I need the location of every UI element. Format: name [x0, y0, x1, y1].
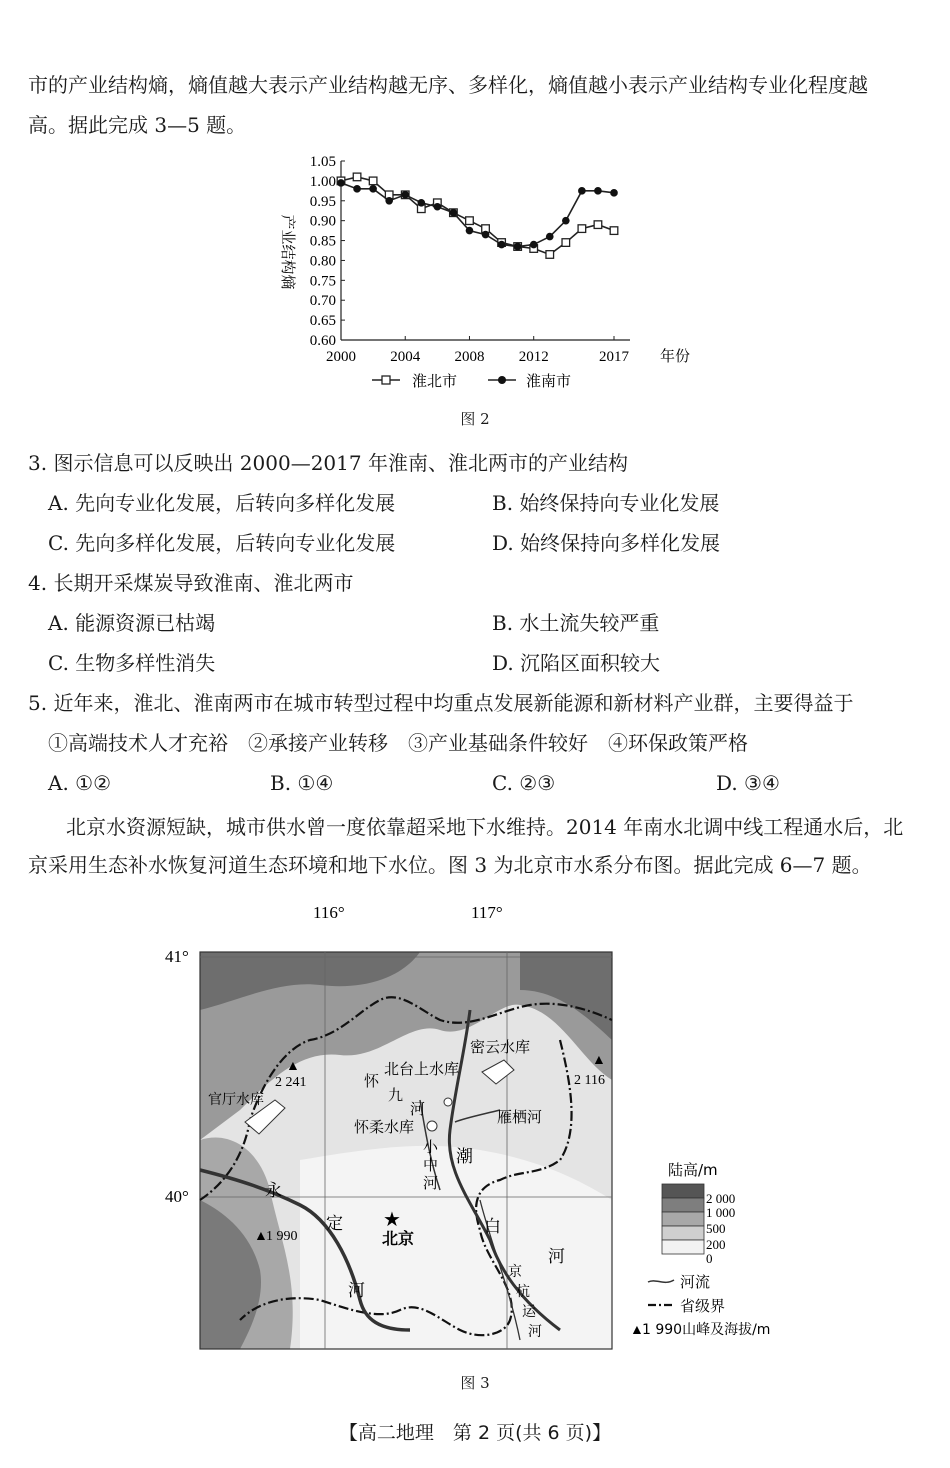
legend-swatch-1000 [662, 1198, 704, 1212]
q4-option-b: B. 水土流失较严重 [492, 611, 660, 635]
label-huairou-reservoir: 怀柔水库 [354, 1118, 415, 1136]
huainan-point [594, 187, 602, 195]
label-he-canal: 河 [528, 1324, 542, 1340]
legend-swatch-2000 [662, 1184, 704, 1198]
lon-label-117: 117° [471, 903, 503, 922]
huaibei-point [466, 217, 474, 225]
x-tick-label: 2004 [390, 349, 421, 365]
intro-line-1: 市的产业结构熵，熵值越大表示产业结构越无序、多样化，熵值越小表示产业结构专业化程度越 [28, 73, 868, 97]
y-tick-label: 0.80 [309, 253, 336, 270]
label-xiao: 小 [423, 1138, 439, 1156]
legend-swatch-0 [662, 1240, 704, 1254]
y-tick-label: 1.05 [309, 154, 336, 170]
legend-title-elevation: 陆高/m [668, 1161, 718, 1179]
y-tick-label: 0.90 [309, 213, 336, 230]
huaibei-point [353, 173, 361, 181]
huainan-point [546, 233, 554, 241]
peak-icon-2: ▲ [592, 1053, 606, 1068]
label-ding: 定 [326, 1214, 343, 1234]
q4-option-d: D. 沉陷区面积较大 [492, 651, 661, 675]
chart-legend [372, 373, 571, 390]
x-tick-label: 2012 [518, 349, 549, 365]
legend-level-0: 0 [706, 1251, 713, 1266]
label-bai: 白 [484, 1217, 501, 1237]
legend-level-200: 200 [706, 1237, 726, 1252]
label-beitai-reservoir: 北台上水库 [384, 1060, 460, 1078]
label-he-xiaozhong: 河 [423, 1174, 439, 1192]
y-tick-label: 0.85 [309, 233, 336, 250]
huainan-point [578, 187, 586, 195]
lon-label-116: 116° [313, 903, 345, 922]
huainan-point [482, 231, 490, 239]
huairou-reservoir-shape [427, 1121, 437, 1131]
q5-option-a: A. ①② [48, 771, 112, 795]
legend-peak-label: 1 990山峰及海拔/m [642, 1322, 771, 1338]
huainan-point [514, 243, 522, 251]
label-chao: 潮 [456, 1147, 473, 1167]
huainan-point [498, 241, 506, 249]
huainan-point [369, 185, 377, 193]
series-line-huaibei [341, 177, 614, 255]
legend-swatch-500 [662, 1212, 704, 1226]
q5-option-c: C. ②③ [492, 771, 556, 795]
q5-option-d: D. ③④ [716, 771, 780, 795]
label-jing: 京 [508, 1264, 522, 1280]
legend-level-1000: 1 000 [706, 1205, 736, 1220]
figure-2-chart [0, 0, 950, 410]
label-jiu: 九 [388, 1086, 404, 1104]
map-legend [630, 1161, 770, 1338]
peak-icon-3: ▲ [254, 1229, 268, 1244]
y-tick-label: 1.00 [309, 173, 336, 190]
x-tick-label: 2017 [599, 349, 629, 365]
huainan-point [434, 203, 442, 211]
label-he-chaobai: 河 [548, 1247, 565, 1267]
beijing-star-icon: ★ [383, 1209, 401, 1231]
passage-2-line-2: 京采用生态补水恢复河道生态环境和地下水位。图 3 为北京市水系分布图。据此完成 6—7 题。 [28, 853, 872, 877]
x-tick-label: 2008 [454, 349, 485, 365]
label-guanting-reservoir: 官厅水库 [208, 1092, 264, 1108]
q4-option-c: C. 生物多样性消失 [48, 651, 216, 675]
peak-icon-1: ▲ [286, 1059, 300, 1074]
q4-option-a: A. 能源资源已枯竭 [48, 611, 216, 635]
huaibei-point [594, 221, 602, 229]
legend-peak-icon: ▲ [630, 1323, 644, 1338]
huainan-point [353, 185, 361, 193]
huaibei-point [562, 239, 570, 247]
q3-option-b: B. 始终保持向专业化发展 [492, 491, 720, 515]
legend-level-2000: 2 000 [706, 1191, 736, 1206]
label-miyun-reservoir: 密云水库 [470, 1038, 531, 1056]
label-he-yongding: 河 [348, 1281, 365, 1301]
chart-y-label: 产业结构熵 [279, 214, 295, 290]
peak-label-1990: 1 990 [266, 1229, 298, 1244]
figure-3-map [0, 890, 950, 1370]
label-yun: 运 [522, 1304, 536, 1320]
y-tick-label: 0.95 [309, 193, 336, 210]
huaibei-point [369, 177, 377, 185]
label-zhong: 中 [423, 1156, 439, 1174]
y-tick-label: 0.75 [309, 273, 336, 290]
huaibei-point [578, 225, 586, 233]
legend-marker-huaibei [382, 376, 390, 384]
intro-line-2: 高。据此完成 3—5 题。 [28, 113, 247, 137]
huainan-point [466, 227, 474, 235]
huaibei-point [610, 227, 618, 235]
label-hang: 杭 [516, 1284, 530, 1300]
lat-label-40: 40° [165, 1187, 189, 1206]
huainan-point [417, 199, 425, 207]
figure-2-caption: 图 2 [460, 410, 490, 428]
huainan-point [562, 217, 570, 225]
chart-x-unit: 年份 [660, 349, 691, 365]
label-yong: 永 [265, 1181, 282, 1201]
peak-label-2116: 2 116 [574, 1073, 605, 1088]
legend-label-huainan: 淮南市 [526, 374, 572, 390]
figure-3-caption: 图 3 [460, 1374, 490, 1392]
huainan-point [401, 191, 409, 199]
question-5-stem: 5. 近年来，淮北、淮南两市在城市转型过程中均重点发展新能源和新材料产业群，主要得益于 [28, 691, 854, 715]
y-tick-label: 0.65 [309, 313, 336, 330]
x-tick-label: 2000 [326, 349, 356, 365]
legend-swatch-200 [662, 1226, 704, 1240]
huainan-point [610, 189, 618, 197]
q3-option-d: D. 始终保持向多样化发展 [492, 531, 721, 555]
label-yanqi-river: 雁栖河 [497, 1108, 543, 1126]
lat-label-41: 41° [165, 947, 189, 966]
huainan-point [337, 179, 345, 187]
label-beijing: 北京 [382, 1229, 415, 1248]
huainan-point [450, 209, 458, 217]
y-tick-label: 0.70 [309, 293, 336, 310]
huaibei-point [546, 251, 554, 259]
q5-sub-items: ①高端技术人才充裕 ②承接产业转移 ③产业基础条件较好 ④环保政策严格 [48, 731, 748, 755]
passage-2-line-1: 北京水资源短缺，城市供水曾一度依靠超采地下水维持。2014 年南水北调中线工程通水后，北 [66, 815, 904, 839]
huainan-point [385, 197, 393, 205]
label-huai: 怀 [364, 1072, 380, 1090]
huainan-point [530, 241, 538, 249]
label-he-huaijiu: 河 [410, 1100, 426, 1118]
q5-option-b: B. ①④ [270, 771, 334, 795]
legend-marker-huainan [498, 376, 506, 384]
q3-option-c: C. 先向多样化发展，后转向专业化发展 [48, 531, 396, 555]
question-3-stem: 3. 图示信息可以反映出 2000—2017 年淮南、淮北两市的产业结构 [28, 451, 628, 475]
y-tick-label: 0.60 [309, 333, 336, 349]
legend-label-huaibei: 淮北市 [412, 374, 458, 390]
legend-border-label: 省级界 [680, 1297, 726, 1315]
legend-river-icon [648, 1280, 674, 1282]
legend-level-500: 500 [706, 1221, 726, 1236]
question-4-stem: 4. 长期开采煤炭导致淮南、淮北两市 [28, 571, 354, 595]
legend-river-label: 河流 [680, 1273, 711, 1291]
page-footer: 【高二地理 第 2 页(共 6 页)】 [338, 1422, 612, 1444]
peak-label-2241: 2 241 [275, 1075, 307, 1090]
q3-option-a: A. 先向专业化发展，后转向多样化发展 [48, 491, 396, 515]
beitai-reservoir-shape [444, 1098, 452, 1106]
